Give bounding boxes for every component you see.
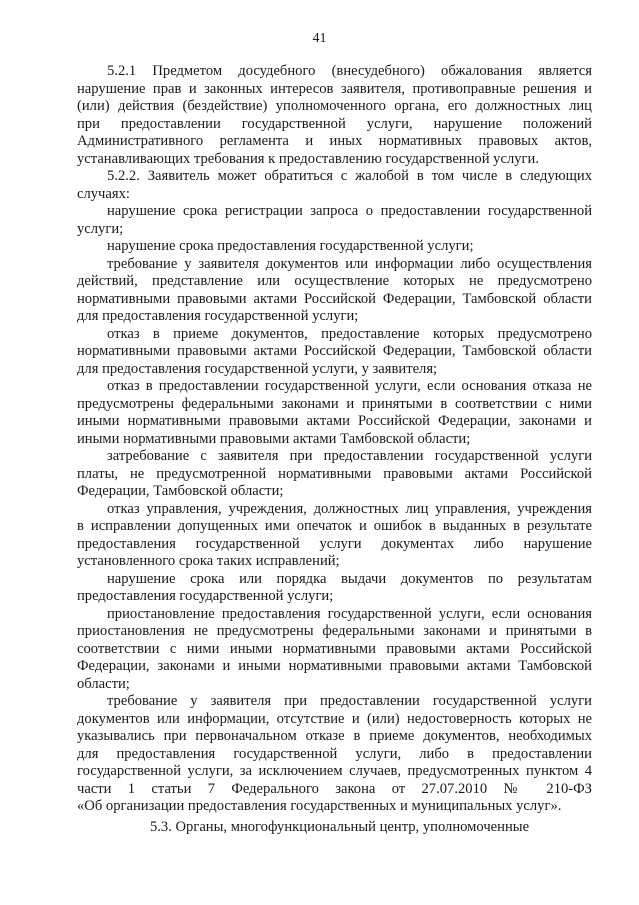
section-5-2-text bbox=[77, 63, 592, 816]
text-line: устанавливающих требования к предоставлению государственной услуги. bbox=[77, 150, 539, 167]
text-line: Федерации, законами и иными нормативными правовыми актами Тамбовской bbox=[77, 658, 592, 674]
text-line: требование у заявителя документов или информации либо осуществления bbox=[107, 255, 592, 272]
text-line: установленного срока таких исправлений; bbox=[77, 553, 340, 569]
text-line: Федерации, Тамбовской области; bbox=[77, 483, 284, 499]
text-line: для предоставления государственной услуги; bbox=[77, 308, 359, 324]
text-line: соответствии с ними иными нормативными правовыми актами Российской bbox=[77, 640, 592, 657]
text-line: нормативными правовыми актами Российской Федерации, Тамбовской области bbox=[77, 343, 592, 359]
text-line: нарушение прав и законных интересов заявителя, противоправные решения и bbox=[77, 80, 592, 97]
text-line: приостановления не предусмотрены федеральными законами и принятыми в bbox=[77, 623, 592, 639]
text-line: 5.2.1 Предметом досудебного (внесудебного) обжалования является bbox=[107, 63, 592, 79]
text-line: области; bbox=[77, 675, 130, 692]
text-line: требование у заявителя при предоставлении государственной услуги bbox=[107, 693, 592, 709]
text-line: Административного регламента и иных нормативных правовых актов, bbox=[77, 133, 592, 149]
text-line: для предоставления государственной услуги, либо в предоставлении bbox=[77, 745, 592, 762]
text-line: отказ управления, учреждения, должностных лиц управления, учреждения bbox=[107, 500, 592, 517]
text-line: при предоставлении государственной услуги, нарушение положений bbox=[77, 115, 592, 132]
text-line: случаях: bbox=[77, 185, 130, 202]
text-line: отказ в предоставлении государственной услуги, если основания отказа не bbox=[107, 378, 592, 394]
text-line: государственной услуги, за исключением случаев, предусмотренных пунктом 4 bbox=[77, 763, 592, 779]
text-line: нарушение срока регистрации запроса о предоставлении государственной bbox=[107, 203, 592, 219]
text-line: иными нормативными правовыми актами Российской Федерации, законами и bbox=[77, 413, 592, 429]
text-line: для предоставления государственной услуги, у заявителя; bbox=[77, 360, 438, 377]
text-line: документов или информации, отсутствие и (или) недостоверность которых не bbox=[77, 710, 592, 727]
text-line: отказ в приеме документов, предоставление которых предусмотрено bbox=[107, 325, 592, 342]
section-5-3-heading: 5.3. Органы, многофункциональный центр, уполномоченные bbox=[149, 819, 530, 835]
text-line: приостановление предоставления государственной услуги, если основания bbox=[107, 605, 592, 622]
text-line: услуги; bbox=[77, 220, 124, 237]
text-line: части 1 статьи 7 Федерального закона от 27.07.2010 № 210-ФЗ bbox=[77, 780, 592, 797]
text-line: платы, не предусмотренной нормативными правовыми актами Российской bbox=[77, 465, 592, 482]
text-line: в исправлении допущенных ими опечаток и ошибок в выданных в результате bbox=[77, 518, 592, 534]
text-line: затребование с заявителя при предоставлении государственной услуги bbox=[107, 448, 592, 464]
text-line: «Об организации предоставления государственных и муниципальных услуг». bbox=[77, 798, 562, 814]
text-line: нормативными правовыми актами Российской Федерации, Тамбовской области bbox=[77, 290, 592, 307]
text-line: иными нормативными правовыми актами Тамбовской области; bbox=[77, 430, 471, 447]
text-line: 5.2.2. Заявитель может обратиться с жалобой в том числе в следующих bbox=[107, 168, 592, 184]
text-line: указывались при первоначальном отказе в приеме документов, необходимых bbox=[77, 728, 592, 744]
text-line: (или) действия (бездействие) уполномоченного органа, его должностных лиц bbox=[77, 98, 592, 114]
text-line: предусмотрены федеральными законами и принятыми в соответствии с ними bbox=[77, 395, 592, 412]
text-line: действий, представление или осуществление которых не предусмотрено bbox=[77, 273, 592, 289]
text-line: предоставления государственной услуги; bbox=[77, 588, 334, 604]
text-line: предоставления государственной услуги документах либо нарушение bbox=[77, 535, 592, 552]
text-line: нарушение срока или порядка выдачи документов по результатам bbox=[107, 570, 592, 587]
page-number: 41 bbox=[312, 31, 327, 46]
text-line: нарушение срока предоставления государственной услуги; bbox=[107, 238, 474, 254]
